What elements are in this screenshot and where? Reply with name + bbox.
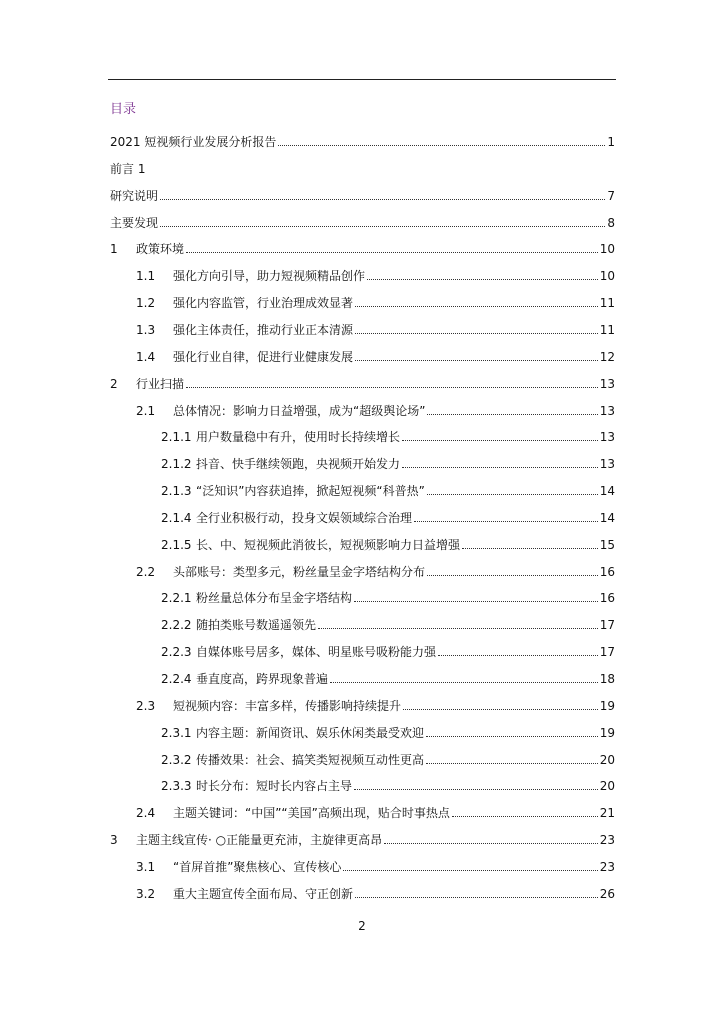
dot-leader (427, 575, 598, 576)
dot-leader (384, 843, 598, 844)
toc-entry-number: 2.1.1 (161, 430, 192, 445)
toc-entry-title: 行业扫描 (136, 376, 185, 391)
toc-entry-page: 7 (607, 188, 615, 203)
toc-entry-title: 用户数量稳中有升，使用时长持续增长 (196, 430, 401, 445)
toc-entry-page: 16 (599, 591, 615, 606)
toc-entry[interactable] (161, 510, 615, 526)
dot-leader (354, 789, 598, 790)
dot-leader (355, 360, 598, 361)
toc-entry-title: 垂直度高，跨界现象普遍 (196, 672, 329, 686)
toc-entry-page: 12 (599, 349, 615, 364)
toc-entry-title: 抖音、快手继续领跑，央视频开始发力 (196, 457, 401, 472)
toc-entry[interactable] (161, 483, 615, 499)
toc-entry[interactable] (161, 456, 615, 472)
dot-leader (354, 601, 598, 602)
toc-entry-page: 21 (599, 806, 615, 821)
toc-entry-page: 13 (599, 457, 615, 472)
toc-entry[interactable] (136, 805, 615, 821)
toc-entry[interactable] (110, 832, 615, 848)
toc-entry[interactable] (136, 349, 615, 365)
toc-entry[interactable] (136, 564, 615, 580)
dot-leader (160, 226, 605, 227)
toc-entry-number: 2.2.2 (161, 618, 192, 633)
toc-entry-number: 1 (110, 242, 118, 257)
toc-entry-page: 11 (599, 322, 615, 337)
toc-entry-number: 2.2 (136, 564, 156, 579)
toc-entry-title: 短视频内容：丰富多样，传播影响持续提升 (173, 698, 402, 713)
toc-entry-title: 头部账号：类型多元，粉丝量呈金字塔结构分布 (173, 564, 426, 579)
toc-entry[interactable] (110, 134, 615, 150)
dot-leader (355, 306, 598, 307)
toc-entry[interactable] (161, 590, 615, 606)
dot-leader (403, 709, 598, 710)
toc-entry-title: 传播效果：社会、搞笑类短视频互动性更高 (196, 752, 425, 767)
page-number: 2 (358, 919, 366, 933)
toc-entry-number: 2.2.3 (161, 645, 192, 660)
dot-leader (414, 521, 598, 522)
toc-entry-title: “首屏首推”聚焦核心、宣传核心 (173, 859, 342, 874)
toc-entry[interactable] (136, 403, 615, 419)
dot-leader (160, 199, 605, 200)
dot-leader (278, 145, 605, 146)
toc-entry-page: 16 (599, 564, 615, 579)
toc-entry-page: 23 (599, 833, 615, 848)
toc-entry-number: 1.4 (136, 349, 156, 364)
toc-entry-title: 自媒体账号居多，媒体、明星账号吸粉能力强 (196, 645, 437, 660)
toc-entry-page: 19 (599, 698, 615, 713)
toc-entry[interactable] (136, 859, 615, 875)
toc-entry-number: 2.3.1 (161, 725, 192, 740)
toc-entry-page: 14 (599, 484, 615, 499)
toc-entry[interactable] (136, 886, 615, 902)
dot-leader (426, 763, 598, 764)
toc-entry-number: 2.3.2 (161, 752, 192, 767)
dot-leader (462, 548, 598, 549)
toc-entry-page: 23 (599, 859, 615, 874)
toc-entry-number: 3.1 (136, 859, 156, 874)
dot-leader (318, 628, 598, 629)
toc-entry-number: 3.2 (136, 886, 156, 901)
toc-entry-number: 2.2.4 (161, 672, 192, 686)
toc-entry-title: 粉丝量总体分布呈金字塔结构 (196, 591, 353, 606)
toc-entry-page: 13 (599, 430, 615, 445)
toc-entry[interactable] (161, 537, 615, 553)
toc-entry[interactable] (136, 698, 615, 714)
toc-entry-page: 17 (599, 645, 615, 660)
toc-entry-number: 1.3 (136, 322, 156, 337)
toc-entry-page: 17 (599, 618, 615, 633)
toc-entry-number: 2.3 (136, 698, 156, 713)
toc-entry[interactable] (161, 644, 615, 660)
toc-entry[interactable] (161, 778, 615, 794)
toc-entry-title: 强化行业自律，促进行业健康发展 (173, 349, 354, 364)
toc-entry[interactable] (161, 617, 615, 633)
toc-entry-number: 2 (110, 376, 118, 391)
dot-leader (355, 333, 598, 334)
toc-entry-page: 8 (607, 215, 615, 230)
toc-entry-title: 全行业积极行动，投身文娱领域综合治理 (196, 510, 413, 525)
toc-entry-title: 政策环境 (136, 242, 185, 257)
toc-entry-title: 前言 1 (110, 161, 146, 176)
toc-entry-number: 2.1.5 (161, 537, 192, 552)
dot-leader (186, 252, 598, 253)
toc-entry[interactable] (161, 429, 615, 445)
toc-entry[interactable] (110, 161, 615, 177)
toc-entry-title: 研究说明 (110, 188, 159, 203)
toc-entry-number: 1.1 (136, 269, 156, 284)
dot-leader (186, 387, 598, 388)
dot-leader (426, 736, 598, 737)
toc-entry[interactable] (110, 241, 615, 257)
dot-leader (427, 494, 598, 495)
toc-entry-page: 20 (599, 752, 615, 767)
toc-entry-number: 2.3.3 (161, 779, 192, 794)
toc-entry[interactable] (161, 671, 615, 687)
toc-entry-title: 时长分布：短时长内容占主导 (196, 779, 353, 794)
toc-entry-page: 20 (599, 779, 615, 794)
toc-entry-title: 主题主线宣传· ○正能量更充沛，主旋律更高昂 (136, 833, 383, 848)
toc-entry-page: 15 (599, 537, 615, 552)
toc-entry-title: 强化内容监管，行业治理成效显著 (173, 296, 354, 311)
toc-entry-page: 26 (599, 886, 615, 901)
toc-entry[interactable] (161, 752, 615, 768)
toc-entry-number: 3 (110, 833, 118, 848)
header-rule (108, 79, 616, 80)
toc-entry[interactable] (136, 322, 615, 338)
dot-leader (427, 414, 597, 415)
toc-entry[interactable] (110, 215, 615, 231)
toc-entry-number: 1.2 (136, 296, 156, 311)
dot-leader (438, 655, 598, 656)
toc-entry-number: 2.2.1 (161, 591, 192, 606)
dot-leader (330, 682, 598, 683)
dot-leader (402, 440, 598, 441)
dot-leader (343, 870, 597, 871)
toc-entry[interactable] (110, 188, 615, 204)
toc-entry-page: 1 (607, 135, 615, 149)
toc-entry-title: 强化主体责任，推动行业正本清源 (173, 322, 354, 337)
dot-leader (367, 279, 598, 280)
toc-entry-page: 13 (599, 376, 615, 391)
toc-entry-page: 13 (599, 403, 615, 418)
toc-entry-title: 内容主题：新闻资讯、娱乐休闲类最受欢迎 (196, 725, 425, 740)
toc-entry-number: 2.1.3 (161, 484, 192, 499)
toc-entry-number: 2.1.2 (161, 457, 192, 472)
toc-entry-page: 14 (599, 510, 615, 525)
toc-entry-title: 2021 短视频行业发展分析报告 (110, 135, 277, 149)
toc-entry-number: 2.1 (136, 403, 156, 418)
toc-entry-title: 随拍类账号数遥遥领先 (196, 618, 317, 633)
toc-entry-title: 强化方向引导，助力短视频精品创作 (173, 269, 366, 284)
toc-entry-page: 19 (599, 725, 615, 740)
toc-heading: 目录 (110, 102, 137, 117)
dot-leader (402, 467, 598, 468)
toc-entry-title: “泛知识”内容获追捧，掀起短视频“科普热” (196, 484, 425, 499)
toc-entry-page: 11 (599, 296, 615, 311)
toc-entry-number: 2.1.4 (161, 510, 192, 525)
toc-entry-title: 主题关键词：“中国”“美国”高频出现，贴合时事热点 (173, 806, 450, 821)
toc-entry-title: 主要发现 (110, 215, 159, 230)
toc-entry-page: 10 (599, 269, 615, 284)
toc-entry[interactable] (161, 725, 615, 741)
toc-entry[interactable] (110, 376, 615, 392)
toc-entry[interactable] (136, 268, 615, 284)
dot-leader (355, 897, 598, 898)
toc-entry[interactable] (136, 295, 615, 311)
toc-entry-number: 2.4 (136, 806, 156, 821)
toc-entry-title: 总体情况：影响力日益增强，成为“超级舆论场” (173, 403, 426, 418)
dot-leader (452, 816, 598, 817)
toc-entry-title: 重大主题宣传全面布局、守正创新 (173, 886, 354, 901)
toc-entry-page: 10 (599, 242, 615, 257)
toc-entry-page: 18 (599, 672, 615, 686)
toc-entry-title: 长、中、短视频此消彼长，短视频影响力日益增强 (196, 537, 461, 552)
